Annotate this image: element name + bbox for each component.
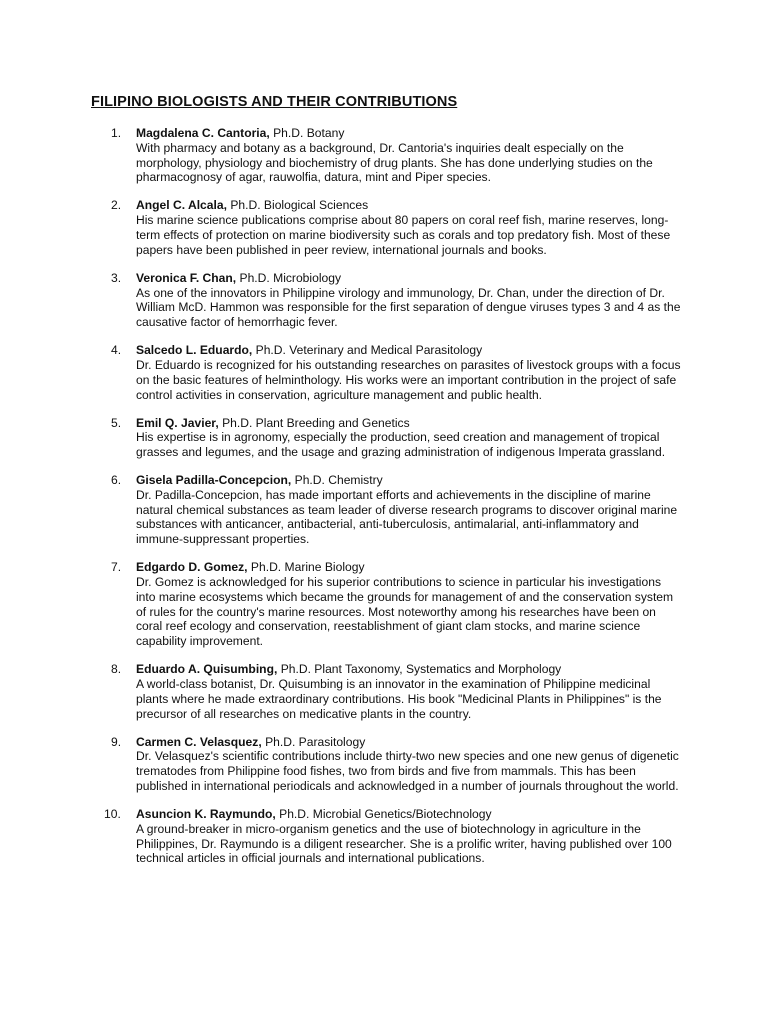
entry-body (136, 416, 681, 460)
biologist-name: Salcedo L. Eduardo, (136, 343, 253, 358)
biologist-name: Carmen C. Velasquez, (136, 734, 262, 749)
entry-body (136, 198, 681, 257)
entry-number: 4. (111, 343, 122, 358)
entry-number: 7. (111, 560, 122, 575)
entry-number: 6. (111, 473, 122, 488)
biologist-description: Dr. Padilla-Concepcion, has made important efforts and achievements in the discipline of marine natural chemical substances as team leader of diverse research programs to discover original marine substances with anticancer, antibacterial, anti-tuberculosis, antimalarial, anti-inflammatory and immune-suppressant properties. (136, 487, 678, 547)
biologist-entry (0, 807, 768, 866)
biologist-degree: Ph.D. Plant Taxonomy, Systematics and Morphology (280, 662, 562, 677)
biologist-degree: Ph.D. Chemistry (294, 473, 383, 488)
biologist-name: Edgardo D. Gomez, (136, 560, 248, 575)
biologist-description: A ground-breaker in micro-organism genetics and the use of biotechnology in agriculture in the Philippines, Dr. Raymundo is a diligent researcher. She is a prolific writer, having published over 100 technical articles in official journals and international publications. (136, 821, 672, 866)
biologist-description: Dr. Velasquez's scientific contributions include thirty-two new species and one new genus of digenetic trematodes from Philippine food fishes, two from birds and five from mammals. This has been published in international periodicals and acknowledged in a number of journals throughout the world. (136, 749, 679, 793)
entry-body (136, 271, 681, 330)
entry-body (136, 560, 681, 649)
biologist-degree: Ph.D. Plant Breeding and Genetics (222, 415, 410, 430)
entry-body (136, 126, 681, 185)
entry-body (136, 662, 681, 721)
entry-heading (136, 807, 681, 822)
entry-number: 10. (104, 806, 121, 821)
biologist-description: His marine science publications comprise about 80 papers on coral reef fish, marine reserves, long-term effects of protection on marine biodiversity such as corals and top predatory fish. Most of these papers have been published in peer review, international journals and books. (136, 213, 671, 257)
entry-number: 2. (111, 198, 122, 213)
entry-body (136, 807, 681, 866)
biologist-description: His expertise is in agronomy, especially the production, seed creation and management of tropical grasses and legumes, and the usage and grazing administration of indigenous Imperata grassland. (136, 430, 666, 460)
entry-body (136, 735, 681, 794)
biologist-name: Eduardo A. Quisumbing, (136, 662, 278, 677)
biologist-description: Dr. Gomez is acknowledged for his superior contributions to science in particular his investigations into marine ecosystems which became the grounds for management of and the conservation system of rules for the country's marine resources. Most noteworthy among his researches have been on coral reef ecology and conservation, reestablishment of giant clam stocks, and marine science capability improvement. (136, 575, 674, 649)
biologist-entry (0, 126, 768, 185)
entry-heading (136, 473, 681, 488)
biologist-description: Dr. Eduardo is recognized for his outstanding researches on parasites of livestock groups with a focus on the basic features of helminthology. His works were an important contribution in the project of safe control activities in conservation, agriculture management and public health. (136, 357, 681, 402)
biologist-entry (0, 416, 768, 460)
biologist-description: With pharmacy and botany as a background, Dr. Cantoria's inquiries dealt especially on the morphology, physiology and biochemistry of drug plants. She has done underlying studies on the pharmacognosy of agar, rauwolfia, datura, mint and Piper species. (136, 140, 653, 185)
entry-heading (136, 198, 681, 213)
biologist-degree: Ph.D. Microbiology (239, 270, 342, 285)
biologist-entry (0, 662, 768, 721)
entry-body (136, 473, 681, 547)
biologist-description: A world-class botanist, Dr. Quisumbing is an innovator in the examination of Philippine medicinal plants where he made extraordinary contributions. His book "Medicinal Plants in Philippines" is the precursor of all researches on medicative plants in the country. (136, 677, 662, 721)
biologist-name: Veronica F. Chan, (136, 270, 237, 285)
entry-heading (136, 416, 681, 431)
biologist-degree: Ph.D. Marine Biology (250, 560, 365, 575)
biologist-degree: Ph.D. Microbial Genetics/Biotechnology (279, 806, 492, 821)
entry-body (136, 343, 681, 402)
entry-number: 8. (111, 662, 122, 677)
entry-number: 9. (111, 734, 122, 749)
biologist-name: Gisela Padilla-Concepcion, (136, 473, 292, 488)
biologist-name: Magdalena C. Cantoria, (136, 126, 270, 140)
biologist-name: Angel C. Alcala, (136, 198, 227, 213)
entry-number: 1. (111, 126, 122, 140)
entry-heading (136, 662, 681, 677)
entry-heading (136, 126, 681, 141)
entry-heading (136, 560, 681, 575)
entry-heading (136, 343, 681, 358)
biologist-description: As one of the innovators in Philippine virology and immunology, Dr. Chan, under the direction of Dr. William McD. Hammon was responsible for the first separation of dengue viruses types 3 and 4 as the causative factor of hemorrhagic fever. (136, 285, 681, 330)
biologist-entry (0, 473, 768, 547)
biologist-entry (0, 343, 768, 402)
entry-heading (136, 271, 681, 286)
biologist-degree: Ph.D. Parasitology (265, 734, 366, 749)
biologist-entry (0, 198, 768, 257)
biologist-name: Emil Q. Javier, (136, 415, 219, 430)
biologist-degree: Ph.D. Veterinary and Medical Parasitology (255, 343, 483, 358)
biologist-list (0, 126, 768, 879)
entry-number: 3. (111, 270, 122, 285)
biologist-name: Asuncion K. Raymundo, (136, 806, 276, 821)
document-title: FILIPINO BIOLOGISTS AND THEIR CONTRIBUTIONS (91, 94, 458, 110)
biologist-entry (0, 560, 768, 649)
biologist-degree: Ph.D. Botany (273, 126, 345, 140)
biologist-entry (0, 271, 768, 330)
entry-heading (136, 735, 681, 750)
biologist-degree: Ph.D. Biological Sciences (230, 198, 369, 213)
biologist-entry (0, 735, 768, 794)
entry-number: 5. (111, 415, 122, 430)
